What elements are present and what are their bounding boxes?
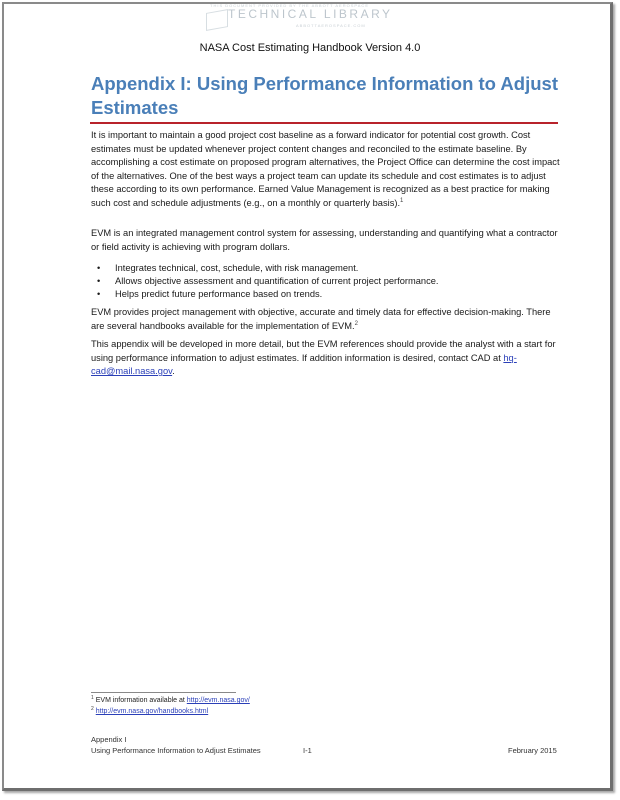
paragraph-4-text: This appendix will be developed in more detail, but the EVM references should provide the analyst with a start for using performance information to adjust estimates. If addition information is desired, contact CAD at xyxy=(91,339,556,363)
footer-section: Appendix I xyxy=(91,735,127,744)
bullet-icon: • xyxy=(97,289,101,300)
list-item-text: Integrates technical, cost, schedule, with risk management. xyxy=(115,263,359,273)
page-number: I-1 xyxy=(303,746,312,755)
document-page xyxy=(2,2,613,791)
evm-link[interactable]: http://evm.nasa.gov/ xyxy=(186,697,250,704)
footnote-separator xyxy=(91,692,236,693)
paragraph-3 xyxy=(91,306,566,333)
watermark-logo xyxy=(200,2,400,30)
paragraph-1-text: It is important to maintain a good project cost baseline as a forward indicator for potential cost growth. Cost estimates must be updated whenever project content changes and reconciled to the estimate baseline. By accomplishing a cost estimate on proposed program alternatives, the Project Office can determine the cost impact of the alternatives. One of the best ways a project team can update its schedule and cost estimates is to adjust these according to its own performance. Earned Value Management is recognized as a best practice for making such cost and schedule adjustments (e.g., on a monthly or quarterly basis). xyxy=(91,130,560,208)
handbooks-link[interactable]: http://evm.nasa.gov/handbooks.html xyxy=(95,708,209,715)
bullet-icon: • xyxy=(97,276,101,287)
bullet-icon: • xyxy=(97,263,101,273)
list-item xyxy=(91,288,566,301)
footnote-1 xyxy=(91,697,250,704)
watermark-sub: ABBOTTAEROSPACE.COM xyxy=(296,23,366,28)
paragraph-4-end: . xyxy=(172,366,175,376)
footnote-2 xyxy=(91,708,208,715)
list-item-text: Helps predict future performance based on trends. xyxy=(115,289,323,300)
footnote-number: 2 xyxy=(91,706,94,712)
footnote-ref-2[interactable]: 2 xyxy=(354,320,358,327)
paragraph-1 xyxy=(91,129,566,210)
list-item xyxy=(91,262,566,275)
watermark-main: TECHNICAL LIBRARY xyxy=(228,7,393,21)
paragraph-2: EVM is an integrated management control system for assessing, understanding and quantifying what a contractor or field activity is achieving with program dollars. xyxy=(91,228,558,252)
paragraph-4 xyxy=(91,338,566,379)
email-link[interactable]: hq-cad@mail.nasa.gov xyxy=(91,352,517,376)
footnote-number: 1 xyxy=(91,695,94,701)
list-item-text: Allows objective assessment and quantification of current project performance. xyxy=(115,276,439,287)
footer-title: Using Performance Information to Adjust Estimates xyxy=(91,746,261,755)
list-item xyxy=(91,275,566,288)
footer-date: February 2015 xyxy=(508,746,557,755)
library-icon xyxy=(206,9,228,31)
paragraph-3-text: EVM provides project management with objective, accurate and timely data for effective decision-making. There are several handbooks available for the implementation of EVM. xyxy=(91,307,551,331)
page-title: Appendix I: Using Performance Information to Adjust Estimates xyxy=(91,73,558,118)
watermark-top-line: THIS DOCUMENT PROVIDED BY THE ABBOTT AEROSPACE xyxy=(210,3,369,8)
footnote-ref-1[interactable]: 1 xyxy=(400,197,404,204)
running-header: NASA Cost Estimating Handbook Version 4.0 xyxy=(199,42,421,54)
bullet-list xyxy=(91,262,566,302)
footnote-text: EVM information available at xyxy=(93,697,187,704)
heading-rule xyxy=(90,122,558,124)
